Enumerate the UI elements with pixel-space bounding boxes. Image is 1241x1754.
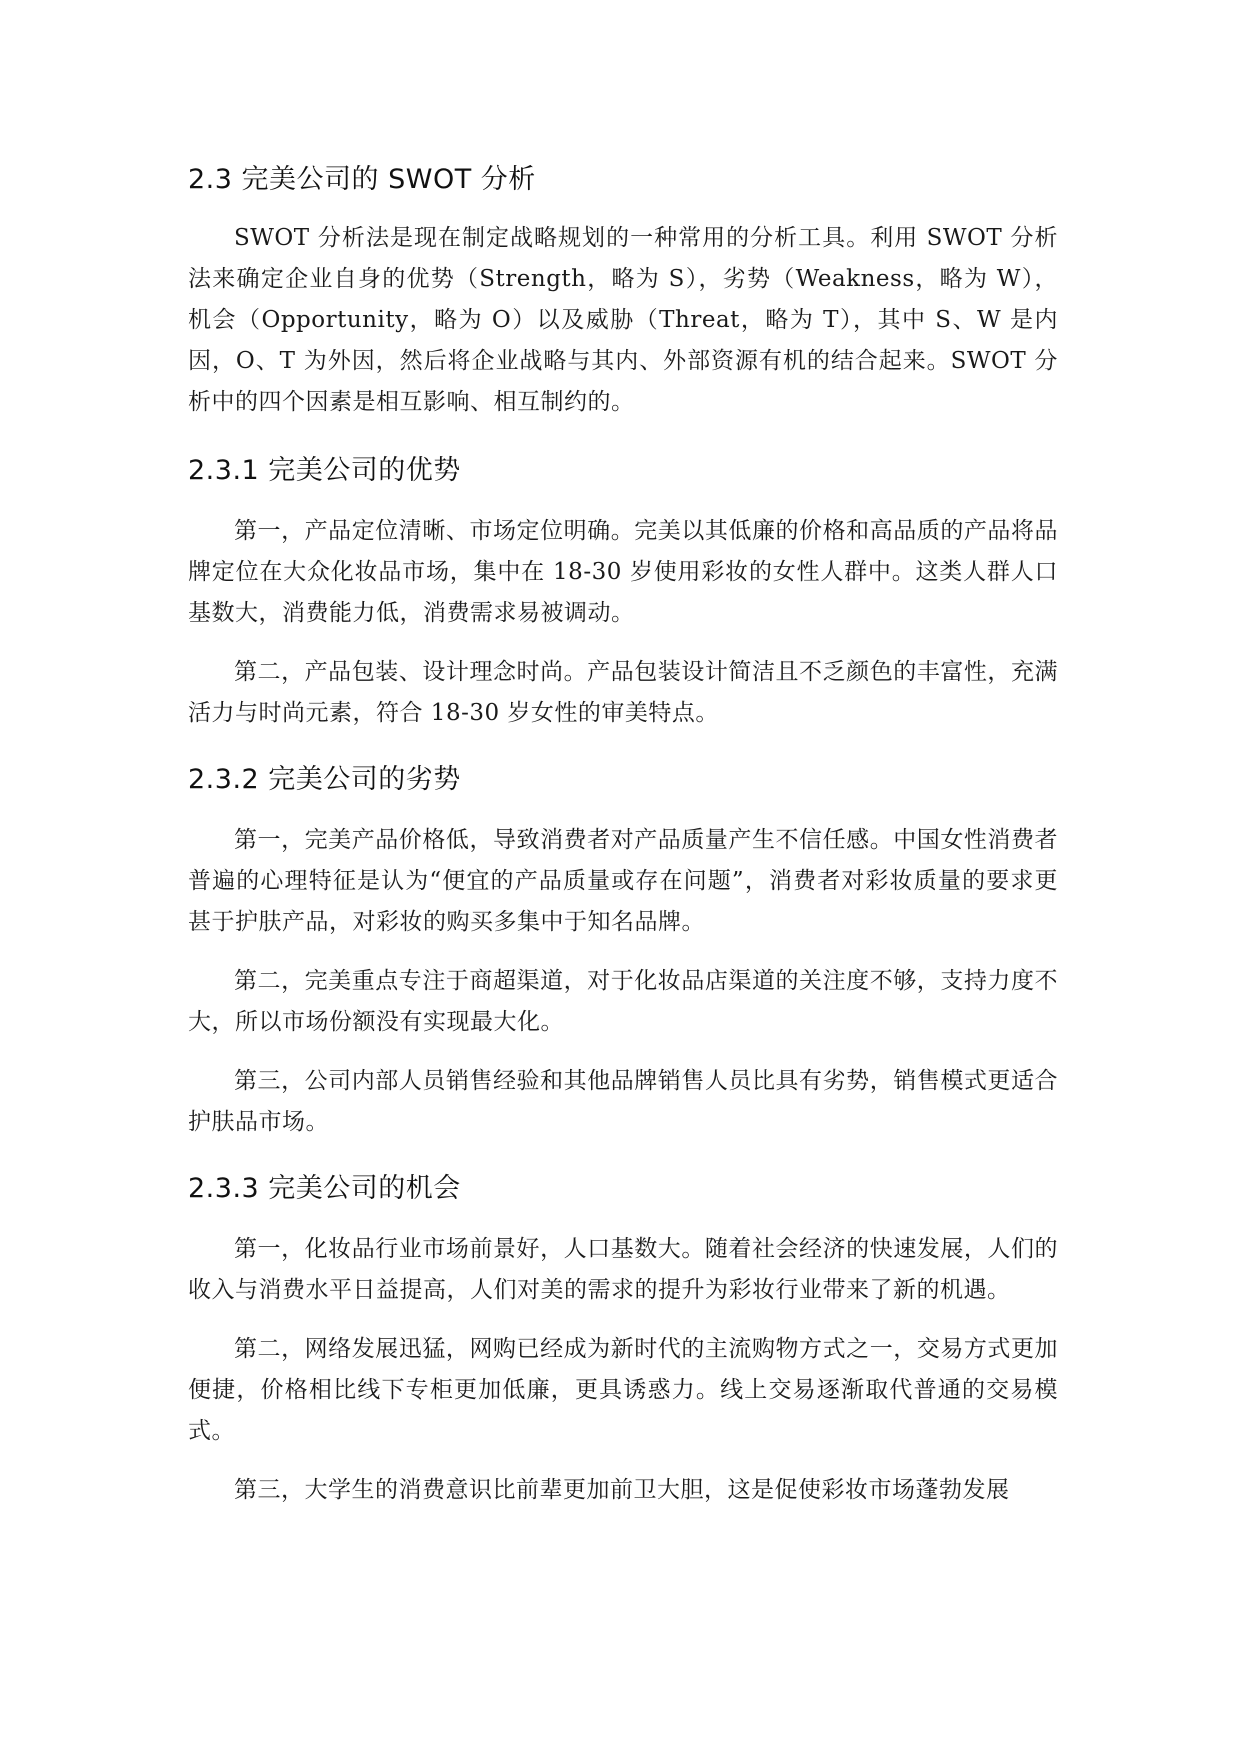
document-body	[188, 160, 1058, 1511]
section-heading-swot: 2.3 完美公司的 SWOT 分析	[188, 164, 536, 195]
opportunities-paragraph: 第三，大学生的消费意识比前辈更加前卫大胆，这是促使彩妆市场蓬勃发展	[234, 1477, 1010, 1503]
opportunities-paragraph: 第二，网络发展迅猛，网购已经成为新时代的主流购物方式之一，交易方式更加便捷，价格相比线下专柜更加低廉，更具诱惑力。线上交易逐渐取代普通的交易模式。	[188, 1336, 1058, 1444]
weaknesses-paragraph: 第一，完美产品价格低，导致消费者对产品质量产生不信任感。中国女性消费者普遍的心理特征是认为“便宜的产品质量或存在问题”，消费者对彩妆质量的要求更甚于护肤产品，对彩妆的购买多集中于知名品牌。	[188, 827, 1058, 935]
subsection-heading-strengths: 2.3.1 完美公司的优势	[188, 455, 461, 486]
weaknesses-paragraph: 第二，完美重点专注于商超渠道，对于化妆品店渠道的关注度不够，支持力度不大，所以市场份额没有实现最大化。	[188, 968, 1058, 1035]
strengths-paragraph: 第一，产品定位清晰、市场定位明确。完美以其低廉的价格和高品质的产品将品牌定位在大众化妆品市场，集中在 18-30 岁使用彩妆的女性人群中。这类人群人口基数大，消费能力低，消费需求易被调动。	[188, 518, 1058, 626]
opportunities-paragraph: 第一，化妆品行业市场前景好，人口基数大。随着社会经济的快速发展，人们的收入与消费水平日益提高，人们对美的需求的提升为彩妆行业带来了新的机遇。	[188, 1236, 1058, 1303]
strengths-paragraph: 第二，产品包装、设计理念时尚。产品包装设计简洁且不乏颜色的丰富性，充满活力与时尚元素，符合 18-30 岁女性的审美特点。	[188, 659, 1058, 726]
weaknesses-paragraph: 第三，公司内部人员销售经验和其他品牌销售人员比具有劣势，销售模式更适合护肤品市场。	[188, 1068, 1058, 1135]
intro-paragraph: SWOT 分析法是现在制定战略规划的一种常用的分析工具。利用 SWOT 分析法来确定企业自身的优势（Strength，略为 S），劣势（Weakness，略为 W），机会（Opportunity，略为 O）以及威胁（Threat，略为 T），其中 S、W 是内因，O、T 为外因，然后将企业战略与其内、外部资源有机的结合起来。SWOT 分析中的四个因素是相互影响、相互制约的。	[188, 225, 1058, 415]
subsection-heading-weaknesses: 2.3.2 完美公司的劣势	[188, 764, 461, 795]
subsection-heading-opportunities: 2.3.3 完美公司的机会	[188, 1173, 461, 1204]
